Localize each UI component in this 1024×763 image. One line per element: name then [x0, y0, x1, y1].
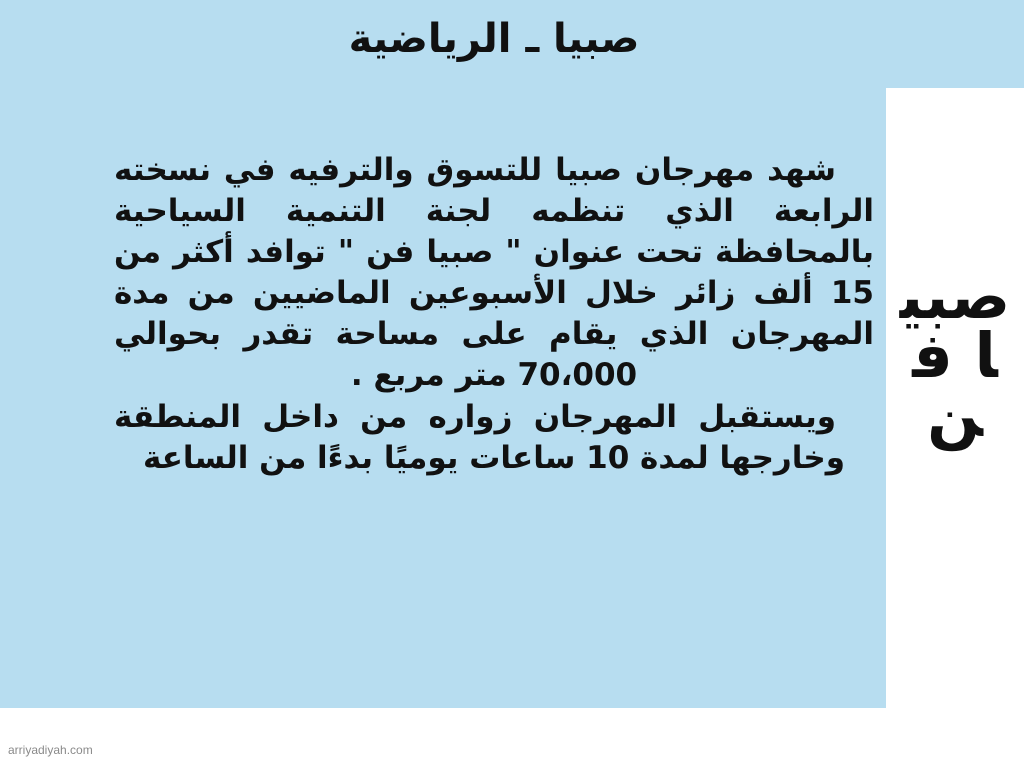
- article-body: [114, 150, 874, 481]
- page-title: صبيا ـ الرياضية: [348, 16, 640, 62]
- article-paragraph: شهد مهرجان صبيا للتسوق والترفيه في نسخته الرابعة الذي تنظمه لجنة التنمية السياحية بالمحافظة تحت عنوان " صبيا فن " توافد أكثر من 15 ألف زائر خلال الأسبوعين الماضيين من مدة المهرجان الذي يقام على مساحة تقدر بحوالي 70،000 متر مربع .: [114, 152, 874, 393]
- side-callout-text: صبيا فن: [899, 260, 1011, 451]
- side-callout-panel: [886, 88, 1024, 708]
- source-credit: arriyadiyah.com: [8, 743, 93, 757]
- bottom-white-strip: [0, 708, 1024, 763]
- article-paragraph: ويستقبل المهرجان زواره من داخل المنطقة وخارجها لمدة 10 ساعات يوميًا بدءًا من الساعة: [114, 399, 846, 477]
